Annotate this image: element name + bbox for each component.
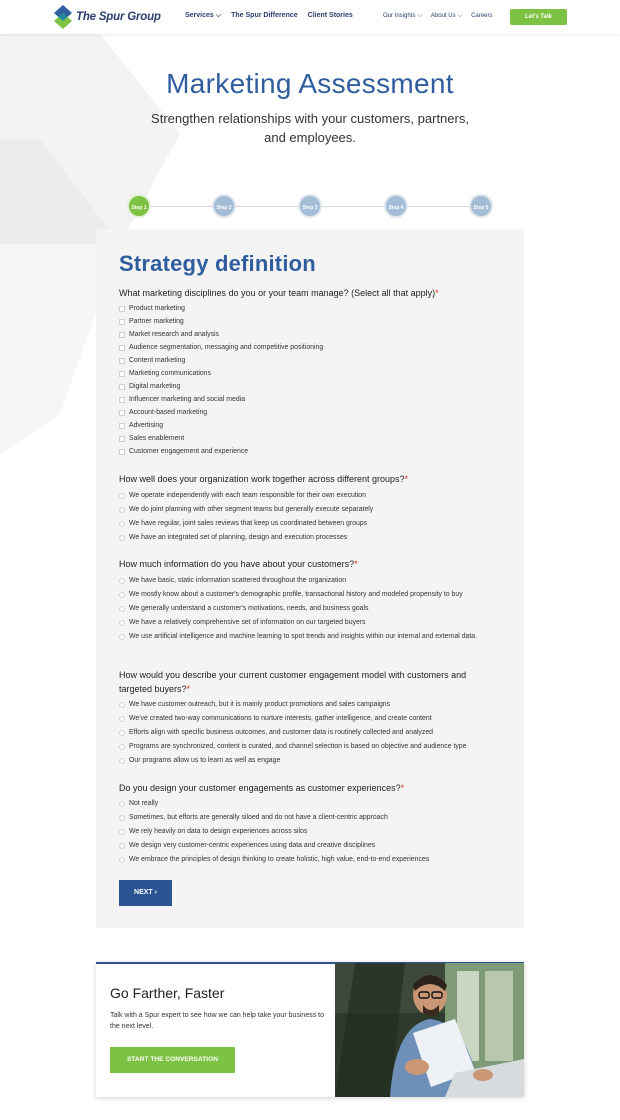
question-text: How would you describe your current customer engagement model with customers and targeted buyers? — [119, 670, 467, 694]
nav-item-services[interactable] — [185, 12, 221, 20]
option-label: We use artificial intelligence and machine learning to spot trends and insights within our internal and external data. — [129, 633, 478, 640]
checkbox[interactable] — [119, 332, 125, 338]
step-5: Step 5 — [469, 194, 493, 218]
checkbox-option[interactable] — [119, 305, 185, 312]
chevron-down-icon: ⌵ — [215, 12, 222, 19]
spur-logo-icon — [54, 5, 72, 29]
radio-option[interactable] — [119, 520, 367, 527]
radio-button[interactable] — [119, 716, 125, 722]
radio-option[interactable] — [119, 506, 373, 513]
radio-button[interactable] — [119, 634, 125, 640]
checkbox[interactable] — [119, 306, 125, 312]
radio-button[interactable] — [119, 730, 125, 736]
question-2 — [119, 472, 509, 486]
option-label: Audience segmentation, messaging and competitive positioning — [129, 344, 324, 351]
lets-talk-button[interactable]: Let's Talk — [510, 9, 567, 25]
required-asterisk: * — [435, 288, 439, 298]
option-label: Sales enablement — [129, 435, 185, 442]
main-nav — [185, 12, 353, 20]
radio-button[interactable] — [119, 843, 125, 849]
page-title: Marketing Assessment — [166, 68, 454, 99]
option-label: Marketing communications — [129, 370, 211, 377]
nav-item-about-us[interactable] — [431, 13, 462, 20]
option-label: We have basic, static information scattered throughout the organization — [129, 577, 347, 584]
chevron-down-icon: ⌵ — [417, 13, 422, 19]
start-conversation-button[interactable]: START THE CONVERSATION — [110, 1047, 235, 1073]
radio-option[interactable] — [119, 729, 433, 736]
cta-photo — [335, 963, 524, 1097]
option-label: We do joint planning with other segment teams but generally execute separately — [129, 506, 374, 513]
option-label: We have an integrated set of planning, design and execution processes — [129, 534, 348, 541]
radio-button[interactable] — [119, 801, 125, 807]
logo[interactable] — [54, 5, 161, 29]
checkbox[interactable] — [119, 397, 125, 403]
checkbox[interactable] — [119, 319, 125, 325]
checkbox[interactable] — [119, 410, 125, 416]
cta-text: Talk with a Spur expert to see how we can help take your business to the next level. — [110, 1012, 325, 1030]
radio-button[interactable] — [119, 744, 125, 750]
question-5 — [119, 781, 509, 795]
radio-button[interactable] — [119, 592, 125, 598]
radio-option[interactable] — [119, 577, 346, 584]
step-4: Step 4 — [384, 194, 408, 218]
nav-label: About Us — [430, 13, 456, 19]
radio-button[interactable] — [119, 829, 125, 835]
checkbox[interactable] — [119, 436, 125, 442]
option-label: Programs are synchronized, content is curated, and channel selection is based on objective and audience type — [129, 743, 467, 750]
nav-item-our-insights[interactable] — [383, 13, 422, 20]
radio-option[interactable] — [119, 743, 466, 750]
option-label: We operate independently with each team responsible for their own execution — [129, 492, 366, 499]
chevron-down-icon: ⌵ — [457, 13, 463, 19]
option-label: Account-based marketing — [129, 409, 208, 416]
radio-option[interactable] — [119, 631, 499, 643]
radio-button[interactable] — [119, 507, 125, 513]
option-label: Efforts align with specific business outcomes, and customer data is routinely collected and analyzed — [129, 729, 433, 736]
option-label: We have a relatively comprehensive set of information on our targeted buyers — [129, 619, 366, 626]
radio-option[interactable] — [119, 757, 280, 764]
checkbox-option[interactable] — [119, 318, 184, 325]
form-section-title: Strategy definition — [119, 251, 316, 276]
checkbox-option[interactable] — [119, 422, 163, 429]
option-label: We mostly know about a customer's demographic profile, transactional history and modeled propensity to buy — [129, 591, 463, 598]
option-label: We rely heavily on data to design experiences across silos — [129, 828, 308, 835]
radio-button[interactable] — [119, 815, 125, 821]
option-label: We have customer outreach, but it is mainly product promotions and sales campaigns — [129, 701, 391, 708]
checkbox-option[interactable] — [119, 409, 207, 416]
required-asterisk: * — [354, 559, 358, 569]
option-label: Content marketing — [129, 357, 186, 364]
radio-button[interactable] — [119, 702, 125, 708]
radio-option[interactable] — [119, 701, 390, 708]
radio-button[interactable] — [119, 606, 125, 612]
radio-button[interactable] — [119, 620, 125, 626]
option-label: Product marketing — [129, 305, 185, 312]
radio-button[interactable] — [119, 521, 125, 527]
checkbox-option[interactable] — [119, 435, 184, 442]
required-asterisk: * — [400, 783, 405, 793]
radio-option[interactable] — [119, 715, 432, 722]
checkbox-option[interactable] — [119, 448, 248, 455]
radio-button[interactable] — [119, 758, 125, 764]
checkbox-option[interactable] — [119, 357, 185, 364]
option-label: We embrace the principles of design thinking to create holistic, high value, end-to-end experiences — [129, 856, 430, 863]
checkbox-option[interactable] — [119, 370, 211, 377]
radio-button[interactable] — [119, 857, 125, 863]
step-3: Step 3 — [298, 194, 322, 218]
checkbox[interactable] — [119, 345, 125, 351]
nav-item-spur-difference[interactable]: The Spur Difference — [231, 12, 298, 19]
checkbox-option[interactable] — [119, 383, 180, 390]
radio-option[interactable] — [119, 605, 368, 612]
checkbox-option[interactable] — [119, 344, 323, 351]
checkbox-option[interactable] — [119, 331, 219, 338]
nav-item-careers[interactable]: Careers — [471, 13, 493, 19]
checkbox[interactable] — [119, 423, 125, 429]
radio-option[interactable] — [119, 842, 375, 849]
checkbox[interactable] — [119, 384, 125, 390]
radio-option[interactable] — [119, 856, 429, 863]
page-subtitle: Strengthen relationships with your customers, partners, and employees. — [151, 111, 469, 145]
nav-label: Our Insights — [383, 13, 416, 19]
radio-button[interactable] — [119, 578, 125, 584]
checkbox-option[interactable] — [119, 396, 245, 403]
site-header — [0, 0, 620, 34]
checkbox[interactable] — [119, 449, 125, 455]
option-label: We have regular, joint sales reviews that keep us coordinated between groups — [129, 520, 368, 527]
secondary-nav — [383, 13, 493, 20]
option-label: We design very customer-centric experiences using data and creative disciplines — [129, 842, 376, 849]
option-label: Our programs allow us to learn as well as engage — [129, 757, 281, 764]
option-label: Digital marketing — [129, 383, 181, 390]
option-label: We generally understand a customer's motivations, needs, and business goals — [129, 605, 369, 612]
option-label: Customer engagement and experience — [129, 448, 249, 455]
option-label: Sometimes, but efforts are generally siloed and do not have a client-centric approach — [129, 814, 388, 821]
radio-option[interactable] — [119, 800, 158, 807]
option-label: Influencer marketing and social media — [129, 396, 246, 403]
logo-text: The Spur Group — [76, 11, 161, 23]
radio-option[interactable] — [119, 591, 463, 598]
question-text: What marketing disciplines do you or your team manage? (Select all that apply) — [119, 288, 436, 298]
question-3 — [119, 557, 509, 571]
radio-option[interactable] — [119, 619, 366, 626]
option-label: Market research and analysis — [129, 331, 220, 338]
required-asterisk: * — [404, 474, 409, 484]
radio-button[interactable] — [119, 493, 125, 499]
radio-option[interactable] — [119, 492, 366, 499]
question-text: How much information do you have about your customers? — [119, 559, 355, 569]
question-text: How well does your organization work together across different groups? — [119, 474, 405, 484]
checkbox[interactable] — [119, 358, 125, 364]
question-1 — [119, 286, 509, 300]
checkbox[interactable] — [119, 371, 125, 377]
next-button[interactable]: NEXT › — [119, 880, 172, 906]
cta-title: Go Farther, Faster — [110, 985, 225, 1001]
option-label: Not really — [129, 800, 159, 807]
question-4 — [119, 668, 479, 696]
required-asterisk: * — [186, 684, 191, 694]
option-label: Partner marketing — [129, 318, 184, 325]
question-text: Do you design your customer engagements as customer experiences? — [119, 783, 401, 793]
option-label: We've created two-way communications to nurture interests, gather intelligence, and create content — [129, 715, 432, 722]
nav-item-client-stories[interactable]: Client Stories — [307, 12, 353, 19]
nav-label: Services — [185, 12, 214, 19]
radio-option[interactable] — [119, 828, 307, 835]
radio-option[interactable] — [119, 534, 347, 541]
option-label: Advertising — [129, 422, 164, 429]
radio-option[interactable] — [119, 814, 388, 821]
radio-button[interactable] — [119, 535, 125, 541]
step-2: Step 2 — [212, 194, 236, 218]
step-1: Step 1 — [127, 194, 151, 218]
